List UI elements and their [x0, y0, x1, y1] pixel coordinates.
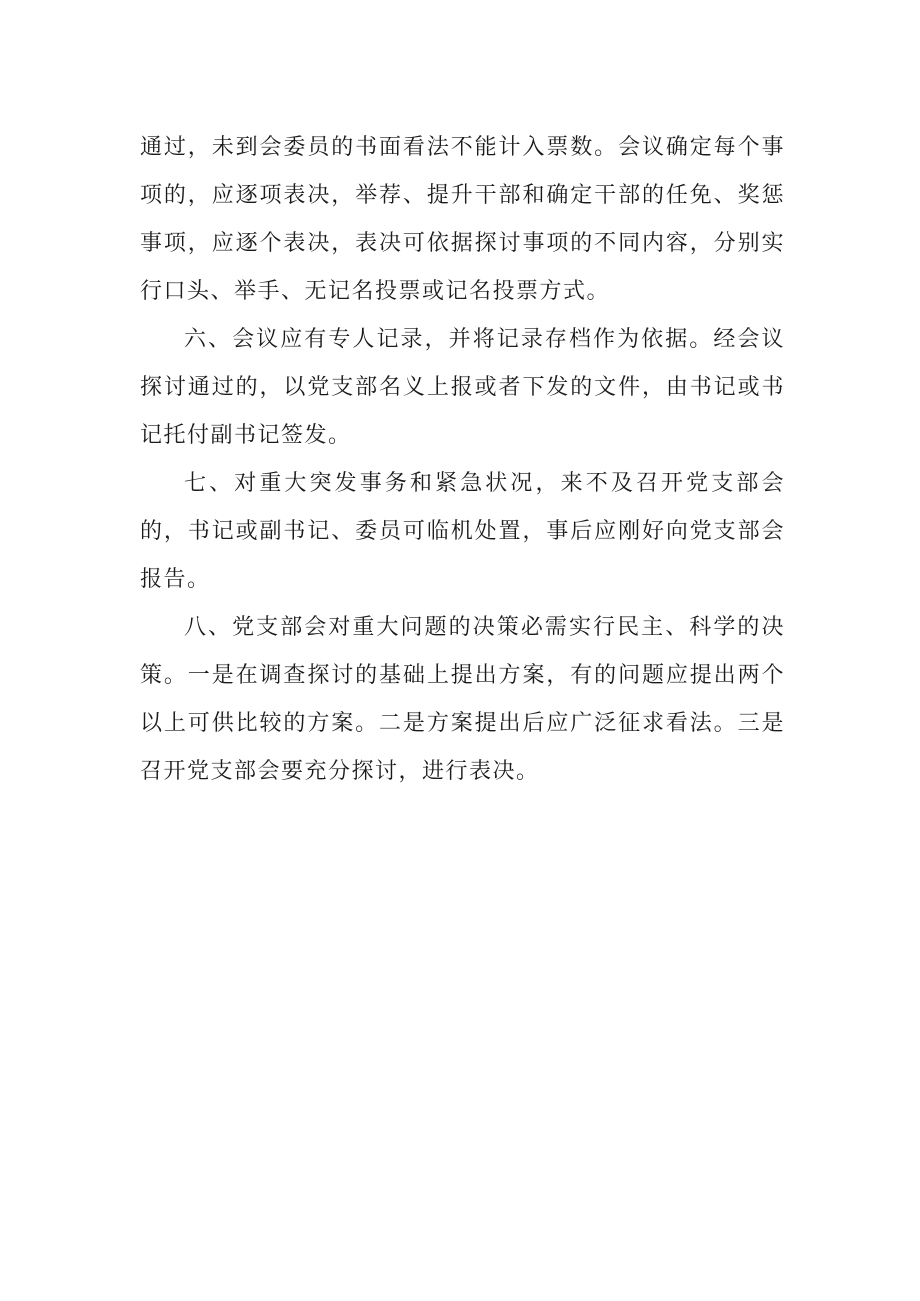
paragraph-voting-rules: 通过，未到会委员的书面看法不能计入票数。会议确定每个事项的，应逐项表决，举荐、提升干部和确定干部的任免、奖惩事项，应逐个表决，表决可依据探讨事项的不同内容，分别实行口头、举手、无记名投票或记名投票方式。: [140, 135, 785, 304]
paragraph-eight-decisions: 八、党支部会对重大问题的决策必需实行民主、科学的决策。一是在调查探讨的基础上提出方案，有的问题应提出两个以上可供比较的方案。二是方案提出后应广泛征求看法。三是召开党支部会要充分探讨，进行表决。: [140, 615, 785, 784]
document-body: [140, 124, 785, 796]
paragraph-seven-emergency: 七、对重大突发事务和紧急状况，来不及召开党支部会的，书记或副书记、委员可临机处置，事后应刚好向党支部会报告。: [140, 471, 785, 592]
paragraph-six-records: 六、会议应有专人记录，并将记录存档作为依据。经会议探讨通过的，以党支部名义上报或者下发的文件，由书记或书记托付副书记签发。: [140, 327, 785, 448]
